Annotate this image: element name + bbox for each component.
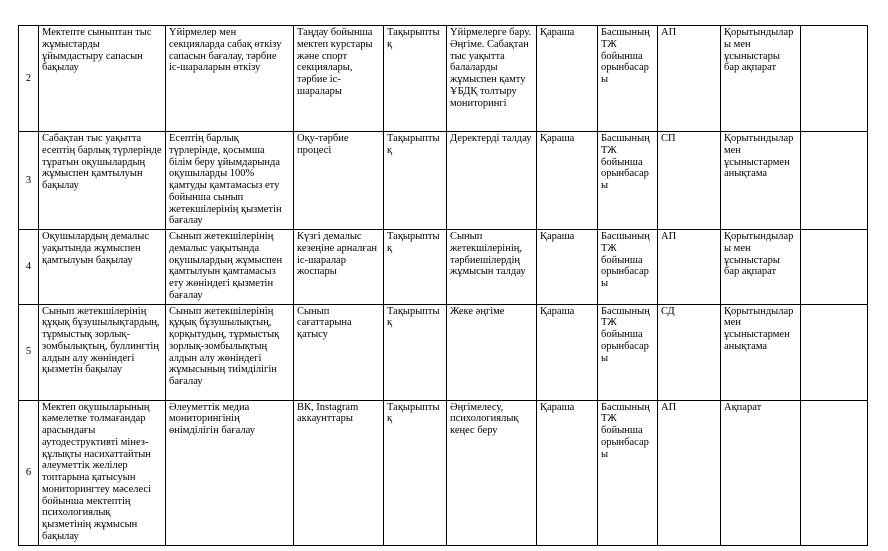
table-cell: Әңгімелесу, психологиялық кеңес беру	[447, 400, 537, 545]
table-cell: Басшының ТЖ бойынша орынбасары	[598, 26, 658, 132]
table-cell: АП	[658, 400, 721, 545]
table-cell: Сынып жетекшілерінің құқық бұзушылықтардың, тұрмыстық зорлық-зомбылықтың, буллингтің алдын алу жөніндегі қызметін бақылау	[39, 304, 166, 400]
table-cell: Қараша	[537, 26, 598, 132]
table-cell: Тақырыптық	[384, 132, 447, 230]
table-cell: Басшының ТЖ бойынша орынбасары	[598, 400, 658, 545]
table-cell: Ақпарат	[721, 400, 801, 545]
table-cell	[801, 400, 868, 545]
table-cell: ВК, Instagram аккаунттары	[294, 400, 384, 545]
table-cell: Жеке әңгіме	[447, 304, 537, 400]
table-cell: Үйірмелер мен секцияларда сабақ өткізу сапасын бағалау, тәрбие іс-шараларын өткізу	[166, 26, 294, 132]
table-cell: Қорытындылары мен ұсыныстары бар ақпарат	[721, 26, 801, 132]
table-cell: Сынып жетекшілерінің, тәрбиешілердің жұмысын талдау	[447, 230, 537, 305]
table-cell: Қараша	[537, 304, 598, 400]
table-cell: Сынып сағаттарына қатысу	[294, 304, 384, 400]
table-row	[19, 26, 868, 132]
table-cell: Сабақтан тыс уақытта есептің барлық түрлерінде тұратын оқушылардың жұмыспен қамтылуын бақылау	[39, 132, 166, 230]
table-cell: Сынып жетекшілерінің демалыс уақытында оқушылардың жұмыспен қамтылуын қамтамасыз ету жөніндегі қызметін бағалау	[166, 230, 294, 305]
row-number-cell: 6	[19, 400, 39, 545]
table-cell: Сынып жетекшілерінің құқық бұзушылықтың, қорқытудың, тұрмыстық зорлық-зомбылықтың алдын алу жөніндегі жұмысының тиімділігін бағалау	[166, 304, 294, 400]
table-cell: Тақырыптық	[384, 230, 447, 305]
table-cell: Қорытындылары мен ұсыныстары бар ақпарат	[721, 230, 801, 305]
table-cell	[801, 132, 868, 230]
table-cell	[801, 230, 868, 305]
row-number-cell: 5	[19, 304, 39, 400]
row-number-cell: 3	[19, 132, 39, 230]
table-cell: Қараша	[537, 132, 598, 230]
table-cell	[801, 304, 868, 400]
table-cell: Оқу-тәрбие процесі	[294, 132, 384, 230]
row-number-cell: 4	[19, 230, 39, 305]
table-cell: СП	[658, 132, 721, 230]
table-cell: Қараша	[537, 400, 598, 545]
table-cell: Қорытындылар мен ұсыныстармен анықтама	[721, 304, 801, 400]
table-cell: АП	[658, 26, 721, 132]
plan-table	[18, 25, 868, 546]
table-row	[19, 132, 868, 230]
table-cell: Оқушылардың демалыс уақытында жұмыспен қамтылуын бақылау	[39, 230, 166, 305]
table-cell: Тақырыптық	[384, 26, 447, 132]
table-cell: Тақырыптық	[384, 304, 447, 400]
table-cell: Таңдау бойынша мектеп курстары және спорт секциялары, тәрбие іс-шаралары	[294, 26, 384, 132]
table-cell: Есептің барлық түрлерінде, қосымша білім беру ұйымдарында оқушыларды 100% қамтуды қамтамасыз ету бойынша сынып жетекшілерінің қызметін бағалау	[166, 132, 294, 230]
table-cell: Мектепте сыныптан тыс жұмыстарды ұйымдастыру сапасын бақылау	[39, 26, 166, 132]
table-row	[19, 230, 868, 305]
row-number-cell: 2	[19, 26, 39, 132]
table-cell: Қараша	[537, 230, 598, 305]
table-cell: Әлеуметтік медиа мониторингінің өнімділігін бағалау	[166, 400, 294, 545]
table-cell: АП	[658, 230, 721, 305]
table-cell: Тақырыптық	[384, 400, 447, 545]
table-cell: Мектеп оқушыларының кәмелетке толмағандар арасындағы аутодеструктивті мінез-құлықты насихаттайтын әлеуметтік желілер топтарына қатысуын мониторингтеу мәселесі бойынша мектептің психологиялық қызметінің жұмысын бақылау	[39, 400, 166, 545]
table-cell: Басшының ТЖ бойынша орынбасары	[598, 304, 658, 400]
table-cell: Қорытындылар мен ұсыныстармен анықтама	[721, 132, 801, 230]
table-cell: СД	[658, 304, 721, 400]
table-row	[19, 400, 868, 545]
table-cell: Басшының ТЖ бойынша орынбасары	[598, 132, 658, 230]
table-cell	[801, 26, 868, 132]
table-cell: Басшының ТЖ бойынша орынбасары	[598, 230, 658, 305]
table-row	[19, 304, 868, 400]
plan-table-body	[19, 26, 868, 546]
table-cell: Күзгі демалыс кезеңіне арналған іс-шаралар жоспары	[294, 230, 384, 305]
table-cell: Деректерді талдау	[447, 132, 537, 230]
table-cell: Үйірмелерге бару. Әңгіме. Сабақтан тыс уақытта балаларды жұмыспен қамту ҰБДҚ толтыру мониторингі	[447, 26, 537, 132]
